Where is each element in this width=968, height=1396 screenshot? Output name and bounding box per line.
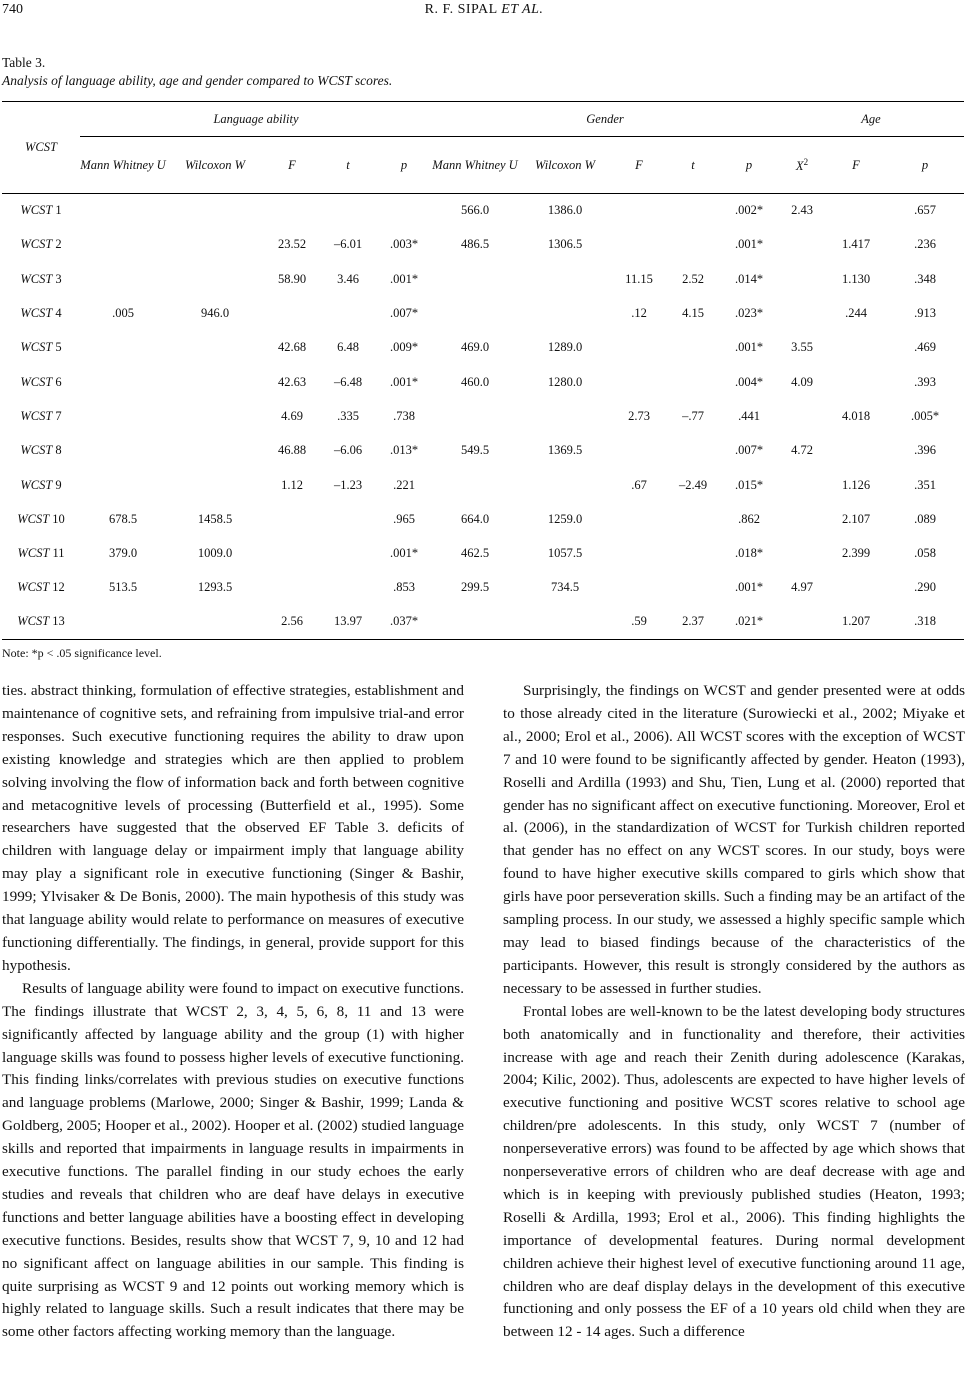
table-cell [432, 262, 518, 296]
table-cell: .236 [914, 237, 936, 252]
table-cell [612, 502, 666, 536]
table-cell: .290 [914, 580, 936, 595]
table-cell [518, 399, 612, 433]
table-cell [80, 194, 166, 228]
table-cell: 299.5 [460, 580, 490, 595]
header-gender-f: F [635, 157, 643, 172]
table-cell [826, 331, 886, 365]
row-label: WCST 9 [20, 477, 62, 492]
table-cell: 3.55 [791, 340, 813, 355]
table-cell [166, 365, 264, 399]
body-paragraph: Surprisingly, the findings on WCST and gender presented were at odds to those already cited in the literature (Surowiecki et al., 2002; Miyake et al., 2000; Erol et al., 2006). All WCST scores with the exception of WCST 7 and 10 were found to be significantly affected by gender. Heaton (1993), Roselli and Ardilla (1993) and Shu, Tien, Lung et al. (2000) reported that gender has no significant affect on executive functioning. Moreover, Erol et al. (2006), in the standardization of WCST for Turkish children reported that gender has no effect on any WCST scores. In our study, boys were found to have higher executive skills compared to girls which show that girls have poor perseveration skills. Such a finding may be an artifact of the sampling process. In our study, we assessed a highly specific sample which may lead to biased findings because of the characteristics of the participants. However, this result is strongly considered by the authors as necessary to be assessed in further studies. [503, 682, 965, 997]
table-cell [166, 262, 264, 296]
table-cell [778, 502, 826, 536]
table-cell [320, 296, 376, 330]
table-cell: .013* [389, 443, 419, 458]
table-cell: 460.0 [460, 374, 490, 389]
table-cell: .862 [738, 511, 760, 526]
row-label: WCST 6 [20, 374, 62, 389]
table-cell: .089 [914, 511, 936, 526]
row-label: WCST 8 [20, 443, 62, 458]
table-row [2, 365, 964, 399]
table-cell [666, 365, 720, 399]
table-cell: .021* [734, 614, 764, 629]
table-cell: 2.52 [682, 271, 704, 286]
table-cell [80, 365, 166, 399]
table-cell: 1.130 [841, 271, 871, 286]
table-cell: .469 [914, 340, 936, 355]
table-cell [320, 502, 376, 536]
table-cell: 1.207 [841, 614, 871, 629]
row-label: WCST 4 [20, 306, 62, 321]
table-cell: 42.63 [277, 374, 307, 389]
body-paragraph: ties. abstract thinking, formulation of effective strategies, establishment and maintenance of cognitive sets, and refraining from impulsive trial-and error responses. Such executive functioning requires the ability to draw upon existing knowledge and strategies which are then applied to problem solving involving the flow of information back and forth between cognitive and metacognitive levels of processing (Butterfield et al., 1995). Some researchers have suggested that the observed EF Table 3. deficits of children with language delay or impairment imply that language ability may play a significant role in executive functioning (Singer & Bashir, 1999; Ylvisaker & De Bonis, 2000). The main hypothesis of this study was that language ability would relate to performance on measures of executive functioning differentially. The findings, in general, provide support for this hypothesis. [2, 682, 464, 974]
table-cell: .001* [389, 374, 419, 389]
table-cell: –6.01 [333, 237, 363, 252]
table-cell: .59 [631, 614, 647, 629]
running-head-author: R. F. SIPAL [424, 2, 498, 17]
table-cell [666, 331, 720, 365]
table-cell: 1.126 [841, 477, 871, 492]
table-cell [264, 296, 320, 330]
table-title: Analysis of language ability, age and gender compared to WCST scores. [2, 73, 393, 88]
table-cell [376, 194, 432, 228]
table-cell: 4.97 [791, 580, 813, 595]
row-label: WCST 10 [17, 511, 65, 526]
table-cell: .001* [389, 271, 419, 286]
header-age-x2: $X^2$ [795, 157, 809, 174]
table-cell: 1458.5 [197, 511, 233, 526]
table-cell: 11.15 [625, 271, 653, 286]
table-cell: .441 [738, 408, 760, 423]
table-cell: .738 [393, 408, 415, 423]
table-cell [778, 399, 826, 433]
row-label: WCST 11 [17, 546, 65, 561]
table-cell: 6.48 [337, 340, 359, 355]
table-cell: .351 [914, 477, 936, 492]
table-cell [80, 228, 166, 262]
row-label: WCST 12 [17, 580, 65, 595]
table-cell: .001* [734, 237, 764, 252]
table-label: Table 3. [2, 55, 46, 70]
table-row [2, 228, 964, 262]
table-cell: 13.97 [333, 614, 363, 629]
table-cell [518, 262, 612, 296]
table-cell: 1280.0 [547, 374, 583, 389]
table-cell: 2.399 [841, 546, 871, 561]
table-cell: 1293.5 [197, 580, 233, 595]
table-cell [778, 536, 826, 570]
running-head-authors [0, 2, 968, 18]
table-cell: 1.12 [281, 477, 303, 492]
header-lang-p: p [400, 157, 408, 172]
body-paragraph: Frontal lobes are well-known to be the latest developing body structures both anatomically and in functionality and therefore, their activities increase with age and reach their Zenith during adolescence (Karakas, 2004; Kilic, 2002). Thus, adolescents are expected to have higher levels of executive functioning and positive WCST scores relative to school age children/pre adolescents. In this study, only WCST 7 (number of nonperseverative errors) was found to be affected by age which shows that nonperseverative errors of children who are deaf decrease with age and which is in keeping with previously published studies (Heaton, 1993; Roselli & Ardilla, 1993; Erol et al., 2006). This finding highlights the importance of developmental features. During normal development children achieve their highest level of executive functioning around 11 age, children who are deaf display delays in the development of this executive functioning and only possess the EF of a 10 years old child when they are between 12 - 14 ages. Such a difference [503, 1002, 965, 1341]
header-lang-mann: Mann Whitney U [80, 157, 166, 172]
table-cell [432, 468, 518, 502]
table-cell: –6.48 [333, 374, 363, 389]
table-cell: 58.90 [277, 271, 307, 286]
table-note: Note: *p < .05 significance level. [2, 646, 162, 660]
table-cell: 664.0 [460, 511, 490, 526]
body-column-left [2, 680, 464, 1344]
table-cell: 3.46 [337, 271, 359, 286]
table-cell: .393 [914, 374, 936, 389]
table-row [2, 536, 964, 570]
table-cell: 23.52 [277, 237, 307, 252]
table-cell [826, 571, 886, 605]
table-cell [778, 605, 826, 639]
table-cell [166, 399, 264, 433]
table-cell [778, 468, 826, 502]
table-cell [166, 331, 264, 365]
table-cell [166, 434, 264, 468]
row-label: WCST 3 [20, 271, 62, 286]
table-row [2, 571, 964, 605]
table-cell: 1386.0 [547, 203, 583, 218]
table-row [2, 605, 964, 639]
table-cell: .913 [914, 306, 936, 321]
results-table [2, 101, 964, 640]
table-cell [80, 468, 166, 502]
table-cell [80, 399, 166, 433]
table-cell: 2.43 [791, 203, 813, 218]
row-label: WCST 5 [20, 340, 62, 355]
header-gender-t: t [691, 157, 695, 172]
table-cell: .003* [389, 237, 419, 252]
table-cell [612, 228, 666, 262]
running-head [0, 0, 968, 22]
table-cell: –1.23 [333, 477, 363, 492]
table-cell [264, 502, 320, 536]
table-cell [666, 194, 720, 228]
table-cell: 1057.5 [547, 546, 583, 561]
table-cell: .001* [389, 546, 419, 561]
table-cell: .037* [389, 614, 419, 629]
table-cell: 1259.0 [547, 511, 583, 526]
table-cell: .12 [631, 306, 647, 321]
table-cell [264, 536, 320, 570]
table-cell: 678.5 [108, 511, 138, 526]
table-body [2, 194, 964, 640]
header-gender-mann: Mann Whitney U [432, 157, 518, 172]
table-cell: 1289.0 [547, 340, 583, 355]
table-cell: .001* [734, 580, 764, 595]
table-cell: 4.018 [841, 408, 871, 423]
table-cell [166, 194, 264, 228]
table-cell: –6.06 [333, 443, 363, 458]
table-cell: 566.0 [460, 203, 490, 218]
table-cell [264, 194, 320, 228]
table-cell: 4.69 [281, 408, 303, 423]
row-label: WCST 7 [20, 408, 62, 423]
table-cell [320, 194, 376, 228]
table-cell [612, 194, 666, 228]
table-cell: .014* [734, 271, 764, 286]
table-cell [612, 365, 666, 399]
header-age-p: p [921, 157, 929, 172]
table-row [2, 296, 964, 330]
table-cell: .396 [914, 443, 936, 458]
table-cell: .058 [914, 546, 936, 561]
table-cell: .007* [734, 443, 764, 458]
table-row [2, 502, 964, 536]
body-paragraph: Results of language ability were found to impact on executive functions. The findings illustrate that WCST 2, 3, 4, 5, 6, 8, 11 and 13 were significantly affected by language ability and the group (1) with higher language skills was found to possess higher levels of executive functioning. This finding links/correlates with previous studies on executive functions and language problems (Marlowe, 2000; Singer & Bashir, 1999; Landa & Goldberg, 2005; Hooper et al., 2002). Hooper et al. (2002) studied language skills and reported that impairments in language results in impairments in executive functions. The parallel finding in our study echoes the early studies and reveals that children who are deaf have delays in executive functions and better language abilities have a boosting effect in developing executive functions. Besides, results show that WCST 7, 9, 10 and 12 had no significant affect on language abilities in our sample. This finding is quite surprising as WCST 9 and 12 points out working memory which is highly related to language skills. Such a result indicates that there may be some other factors affecting working memory than the language. [2, 979, 464, 1341]
table-cell: 1.417 [841, 237, 871, 252]
table-cell [166, 468, 264, 502]
table-cell [826, 365, 886, 399]
table-row [2, 194, 964, 228]
table-cell [166, 605, 264, 639]
header-gender-p: p [745, 157, 753, 172]
row-label: WCST 2 [20, 237, 62, 252]
table-cell: .015* [734, 477, 764, 492]
table-cell: 1306.5 [547, 237, 583, 252]
running-head-etal: ET AL. [501, 2, 544, 17]
header-lang-t: t [346, 157, 350, 172]
table-cell: .005 [112, 306, 134, 321]
header-age-f: F [852, 157, 860, 172]
table-cell [612, 571, 666, 605]
table-header-groups [2, 102, 964, 137]
table-cell: –.77 [682, 408, 704, 423]
table-cell: .001* [734, 340, 764, 355]
table-cell: .318 [914, 614, 936, 629]
table-cell: .009* [389, 340, 419, 355]
table-cell [432, 399, 518, 433]
header-language-ability: Language ability [80, 102, 432, 137]
table-cell: .244 [845, 306, 867, 321]
table-cell [166, 228, 264, 262]
table-cell [518, 296, 612, 330]
table-cell: 469.0 [460, 340, 490, 355]
page-number: 740 [2, 2, 23, 17]
table-cell [80, 605, 166, 639]
table-cell [778, 262, 826, 296]
table-cell [826, 434, 886, 468]
table-cell [778, 296, 826, 330]
table-cell [666, 502, 720, 536]
table-cell [80, 262, 166, 296]
header-wcst: WCST [25, 140, 57, 154]
table-cell [264, 571, 320, 605]
table-cell: 4.15 [682, 306, 704, 321]
table-cell: 734.5 [550, 580, 580, 595]
table-cell: 46.88 [277, 443, 307, 458]
header-gender: Gender [432, 102, 778, 137]
header-gender-wilcoxon: Wilcoxon W [534, 157, 596, 172]
table-cell: .335 [337, 408, 359, 423]
table-cell: 486.5 [460, 237, 490, 252]
table-cell: 2.107 [841, 511, 871, 526]
table-cell: 1009.0 [197, 546, 233, 561]
table-cell: 946.0 [200, 306, 230, 321]
table-cell: 1369.5 [547, 443, 583, 458]
table-row [2, 331, 964, 365]
table-row [2, 468, 964, 502]
table-cell: .965 [393, 511, 415, 526]
table-cell [666, 228, 720, 262]
table-cell: .221 [393, 477, 415, 492]
header-lang-f: F [288, 157, 296, 172]
table-cell: .007* [389, 306, 419, 321]
table-cell: 379.0 [108, 546, 138, 561]
table-cell: .657 [914, 203, 936, 218]
table-cell: 549.5 [460, 443, 490, 458]
table-cell [826, 194, 886, 228]
table-cell [778, 228, 826, 262]
table-cell: 4.09 [791, 374, 813, 389]
header-lang-wilcoxon: Wilcoxon W [184, 157, 246, 172]
table-cell [80, 434, 166, 468]
table-row [2, 399, 964, 433]
table-cell: .853 [393, 580, 415, 595]
table-cell: 2.37 [682, 614, 704, 629]
table-cell [432, 296, 518, 330]
table-cell [666, 536, 720, 570]
row-label: WCST 1 [20, 203, 62, 218]
table-cell [80, 331, 166, 365]
table-cell: .348 [914, 271, 936, 286]
table-cell: .002* [734, 203, 764, 218]
table-cell: 42.68 [277, 340, 307, 355]
table-cell: 2.56 [281, 614, 303, 629]
table-cell: .018* [734, 546, 764, 561]
table-cell [612, 434, 666, 468]
table-cell: 462.5 [460, 546, 490, 561]
table-cell: .023* [734, 306, 764, 321]
table-caption [2, 54, 392, 90]
table-cell [518, 468, 612, 502]
table-cell: .004* [734, 374, 764, 389]
table-cell: –2.49 [678, 477, 708, 492]
table-cell [518, 605, 612, 639]
table-cell [612, 536, 666, 570]
body-column-right [503, 680, 965, 1344]
header-age: Age [778, 102, 964, 137]
table-cell: 2.73 [628, 408, 650, 423]
table-cell [432, 605, 518, 639]
table-cell: 513.5 [108, 580, 138, 595]
table-row [2, 434, 964, 468]
table-row [2, 262, 964, 296]
table-header-subcolumns [2, 137, 964, 194]
table-cell: .67 [631, 477, 647, 492]
table-cell [666, 434, 720, 468]
table-cell [666, 571, 720, 605]
table-cell: .005* [910, 408, 940, 423]
row-label: WCST 13 [17, 614, 65, 629]
table-cell: 4.72 [791, 443, 813, 458]
table-cell [320, 536, 376, 570]
table-cell [612, 331, 666, 365]
table-cell [320, 571, 376, 605]
